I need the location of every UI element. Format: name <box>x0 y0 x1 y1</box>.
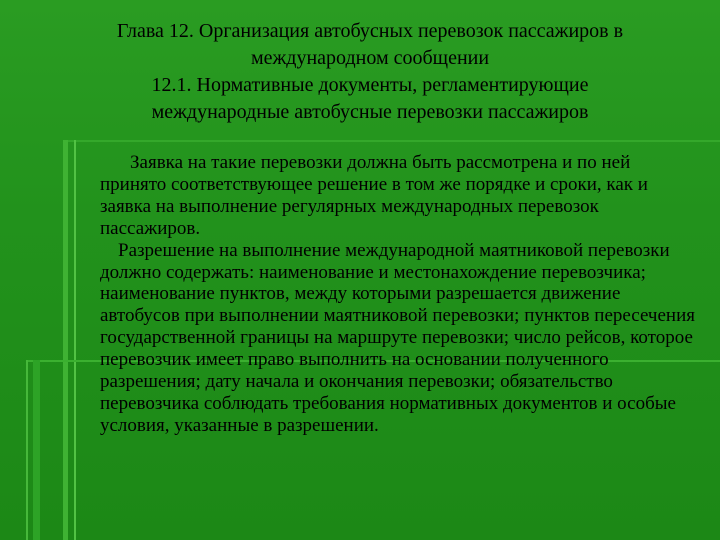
title-line-chapter: Глава 12. Организация автобусных перевозок пассажиров в <box>116 20 624 42</box>
title-line-chapter-cont: международном сообщении <box>250 47 490 69</box>
slide-title <box>30 18 710 126</box>
slide-body <box>100 152 700 437</box>
paragraph-application: Заявка на такие перевозки должна быть рассмотрена и по ней принято соответствующее решение в том же порядке и сроки, как и заявка на выполнение регулярных международных перевозок пассажиров. <box>100 152 648 239</box>
decorative-stripe <box>33 360 40 540</box>
title-line-section: 12.1. Нормативные документы, регламентирующие <box>151 74 589 96</box>
decorative-stripe <box>63 140 68 540</box>
decorative-line <box>63 140 720 142</box>
paragraph-permit: Разрешение на выполнение международной маятниковой перевозки должно содержать: наименование и местонахождение перевозчика; наименование пунктов, между которыми разрешается движение автобусов при выполнении маятниковой перевозки; пунктов пересечения государственной границы на маршруте перевозки; число рейсов, которое перевозчик имеет право выполнить на основании полученного разрешения; дату начала и окончания перевозки; обязательство перевозчика соблюдать требования нормативных документов и особые условия, указанные в разрешении. <box>100 239 695 436</box>
title-line-section-cont: международные автобусные перевозки пассажиров <box>151 101 589 123</box>
decorative-stripe <box>26 360 28 540</box>
decorative-stripe <box>74 140 76 540</box>
